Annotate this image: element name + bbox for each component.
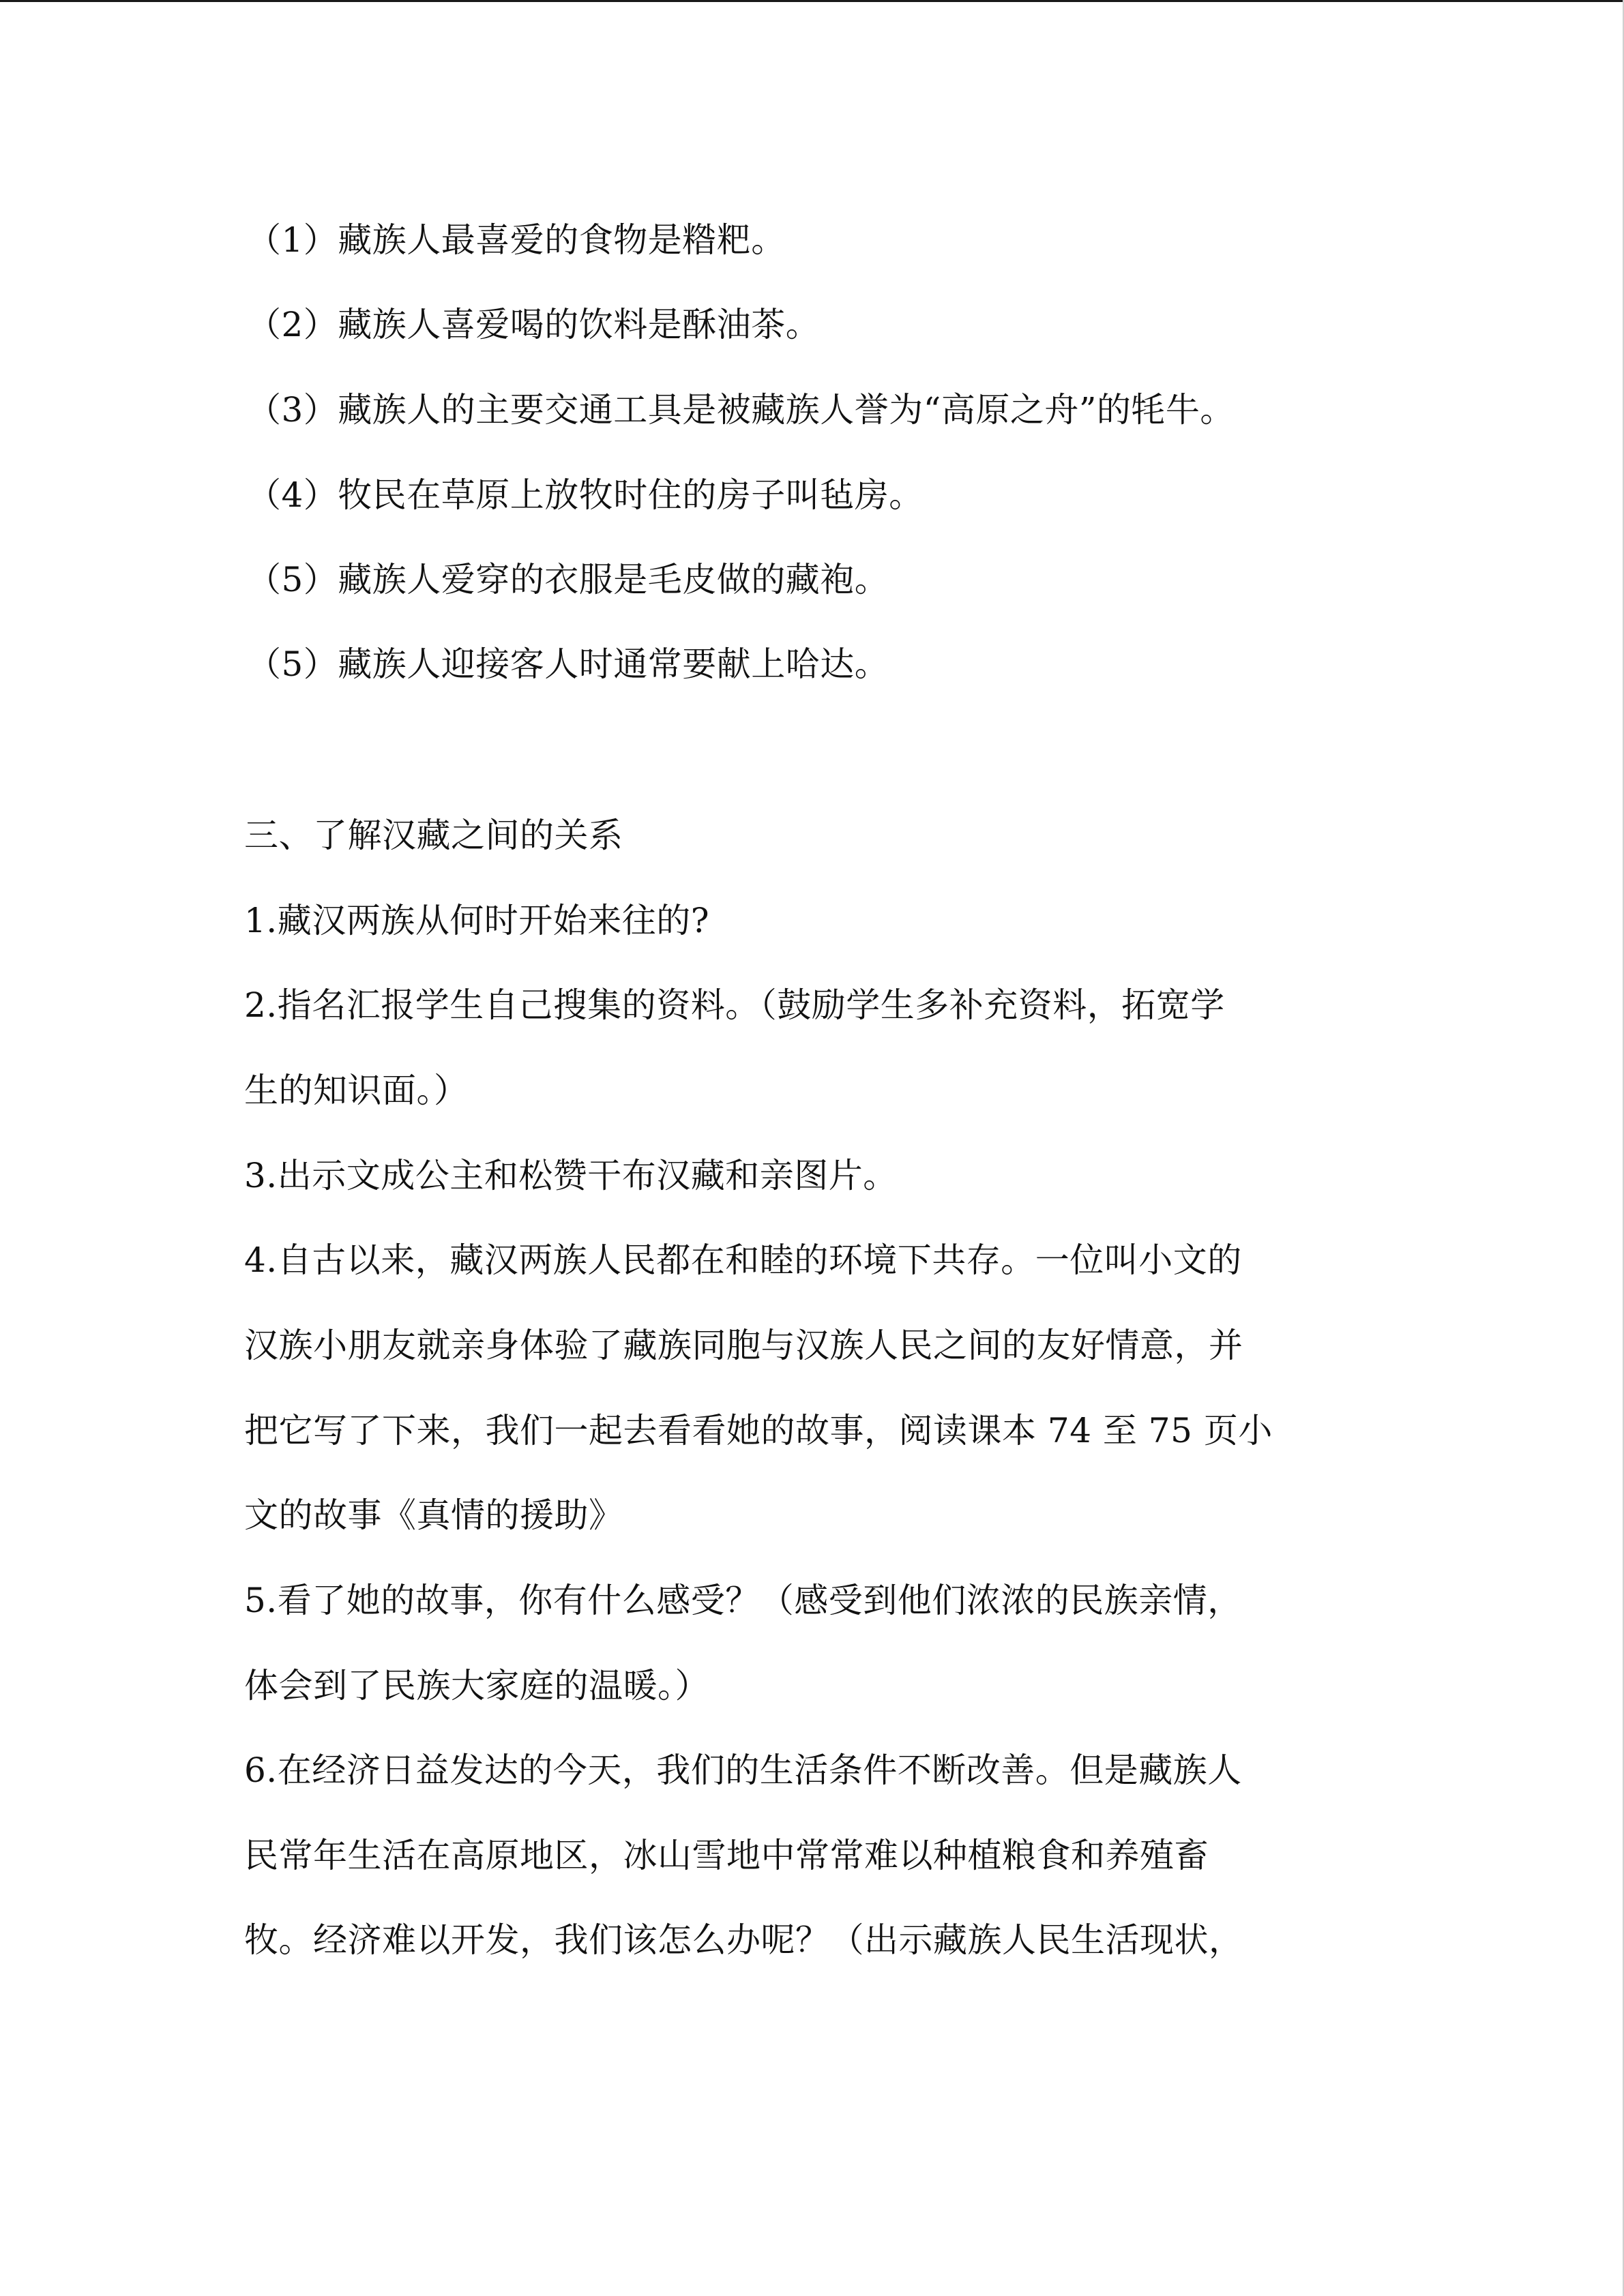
body-line: 2.指名汇报学生自己搜集的资料。（鼓励学生多补充资料，拓宽学 (244, 985, 1225, 1025)
list-item: （5）藏族人爱穿的衣服是毛皮做的藏袍。 (247, 560, 889, 599)
body-line: 汉族小朋友就亲身体验了藏族同胞与汉族人民之间的友好情意，并 (244, 1326, 1243, 1365)
body-line: 牧。经济难以开发，我们该怎么办呢？（出示藏族人民生活现状， (244, 1920, 1243, 1960)
body-line: 体会到了民族大家庭的温暖。） (244, 1666, 709, 1705)
body-line: 文的故事《真情的援助》 (244, 1495, 623, 1535)
body-line: 5.看了她的故事，你有什么感受？（感受到他们浓浓的民族亲情， (244, 1581, 1242, 1620)
list-item: （2）藏族人喜爱喝的饮料是酥油茶。 (247, 305, 821, 344)
body-line: 生的知识面。） (244, 1071, 469, 1110)
list-item: （1）藏族人最喜爱的食物是糌粑。 (247, 220, 786, 260)
list-item: （3）藏族人的主要交通工具是被藏族人誉为“高原之舟”的牦牛。 (247, 390, 1235, 430)
body-line: 6.在经济日益发达的今天，我们的生活条件不断改善。但是藏族人 (244, 1750, 1242, 1790)
section-heading: 三、了解汉藏之间的关系 (244, 816, 623, 855)
list-item: （4）牧民在草原上放牧时住的房子叫毡房。 (247, 475, 924, 515)
body-line: 把它写了下来，我们一起去看看她的故事，阅读课本 74 至 75 页小 (244, 1411, 1273, 1450)
body-line: 3.出示文成公主和松赞干布汉藏和亲图片。 (244, 1156, 898, 1195)
list-item: （5）藏族人迎接客人时通常要献上哈达。 (247, 644, 889, 684)
body-line: 1.藏汉两族从何时开始来往的? (244, 901, 710, 940)
body-line: 4.自古以来，藏汉两族人民都在和睦的环境下共存。一位叫小文的 (244, 1240, 1242, 1280)
top-border (0, 0, 1624, 2)
body-line: 民常年生活在高原地区，冰山雪地中常常难以种植粮食和养殖畜 (244, 1836, 1209, 1875)
